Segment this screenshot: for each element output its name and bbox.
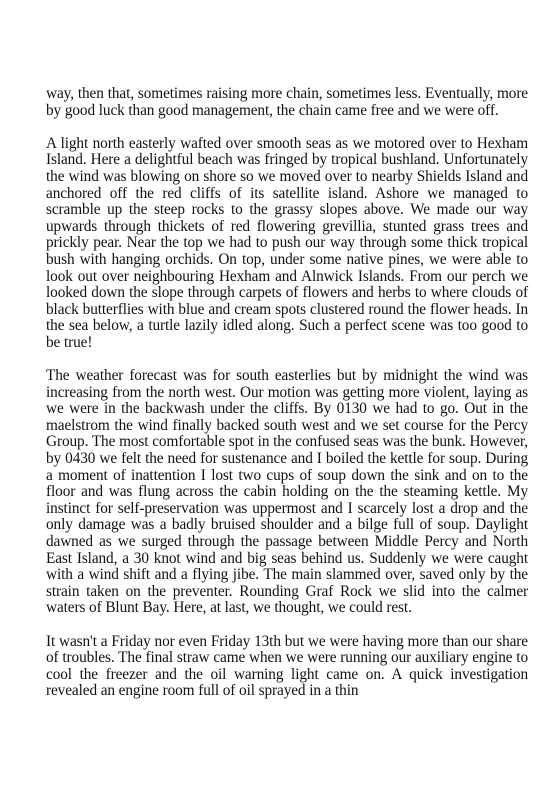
document-page: [46, 86, 528, 700]
paragraph-1: way, then that, sometimes raising more chain, sometimes less. Eventually, more by good luck than good management, the chain came free and we were off.: [46, 85, 528, 119]
paragraph-3: The weather forecast was for south easterlies but by midnight the wind was increasing from the north west. Our motion was getting more violent, laying as we were in the backwash under the cliffs. By 0130 we had to go. Out in the maelstrom the wind finally backed south west and we set course for the Percy Group. The most comfortable spot in the confused seas was the bunk. However, by 0430 we felt the need for sustenance and I boiled the kettle for soup. During a moment of inattention I lost two cups of soup down the sink and on to the floor and was flung across the cabin holding on the the steaming kettle. My instinct for self-preservation was uppermost and I scarcely lost a drop and the only damage was a badly bruised shoulder and a bilge full of soup. Daylight dawned as we surged through the passage between Middle Percy and North East Island, a 30 knot wind and big seas behind us. Suddenly we were caught with a wind shift and a flying jibe. The main slammed over, saved only by the strain taken on the preventer. Rounding Graf Rock we slid into the calmer waters of Blunt Bay. Here, at last, we thought, we could rest.: [46, 367, 528, 617]
paragraph-2: A light north easterly wafted over smooth seas as we motored over to Hexham Island. Here a delightful beach was fringed by tropical bushland. Unfortunately the wind was blowing on shore so we moved over to nearby Shields Island and anchored off the red cliffs of its satellite island. Ashore we managed to scramble up the steep rocks to the grassy slopes above. We made our way upwards through thickets of red flowering grevillia, stunted grass trees and prickly pear. Near the top we had to push our way through some thick tropical bush with hanging orchids. On top, under some native pines, we were able to look out over neighbouring Hexham and Alnwick Islands. From our perch we looked down the slope through carpets of flowers and herbs to where clouds of black butterflies with blue and cream spots clustered round the flower heads. In the sea below, a turtle lazily idled along. Such a perfect scene was too good to be true!: [46, 134, 528, 351]
paragraph-4: It wasn't a Friday nor even Friday 13th but we were having more than our share of troubles. The final straw came when we were running our auxiliary engine to cool the freezer and the oil warning light came on. A quick investigation revealed an engine room full of oil sprayed in a thin: [46, 632, 528, 700]
